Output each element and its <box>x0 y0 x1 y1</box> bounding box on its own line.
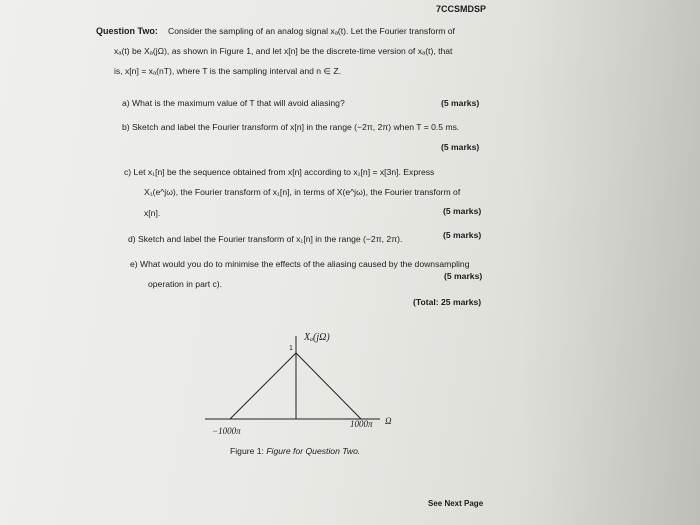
part-c-line1: c) Let x₁[n] be the sequence obtained from x[n] according to x₁[n] = x[3n]. Express <box>124 167 435 177</box>
part-c-line3: x[n]. <box>144 208 161 218</box>
part-b-text: b) Sketch and label the Fourier transform of x[n] in the range (−2π, 2π) when T = 0.5 ms. <box>122 122 460 132</box>
caption-prefix: Figure 1: <box>230 446 264 456</box>
peak-value-label: 1 <box>289 345 293 352</box>
total-marks: (Total: 25 marks) <box>413 297 482 307</box>
part-d-text: d) Sketch and label the Fourier transform of x₁[n] in the range (−2π, 2π). <box>128 234 403 244</box>
part-c-line2: X₁(e^jω), the Fourier transform of x₁[n], in terms of X(e^jω), the Fourier transform of <box>144 187 461 197</box>
figure-ylabel: Xₐ(jΩ) <box>304 332 330 343</box>
part-d-marks: (5 marks) <box>443 230 482 240</box>
see-next-page: See Next Page <box>428 499 484 508</box>
figure-caption <box>230 446 360 457</box>
caption-text: Figure for Question Two. <box>266 446 361 456</box>
part-a-text: a) What is the maximum value of T that will avoid aliasing? <box>122 98 345 108</box>
part-c-marks: (5 marks) <box>443 206 482 216</box>
part-e-line1: e) What would you do to minimise the effects of the aliasing caused by the downsampling <box>130 259 470 269</box>
course-code: 7CCSMDSP <box>436 4 487 14</box>
part-b-marks: (5 marks) <box>441 142 480 152</box>
part-a-marks: (5 marks) <box>441 98 480 108</box>
left-cutoff-label: −1000π <box>212 426 241 436</box>
right-cutoff-label: 1000π <box>350 419 373 429</box>
omega-axis-label: Ω <box>385 416 392 426</box>
question-heading: Question Two: <box>96 26 158 36</box>
question-intro-line1: Consider the sampling of an analog signal xₐ(t). Let the Fourier transform of <box>168 26 455 36</box>
question-intro-line2: xₐ(t) be Xₐ(jΩ), as shown in Figure 1, and let x[n] be the discrete-time version of xₐ(t), that <box>114 46 453 56</box>
part-e-line2: operation in part c). <box>148 279 223 289</box>
part-e-marks: (5 marks) <box>444 271 483 281</box>
question-intro-line3: is, x[n] = xₐ(nT), where T is the sampling interval and n ∈ Z. <box>114 66 341 76</box>
